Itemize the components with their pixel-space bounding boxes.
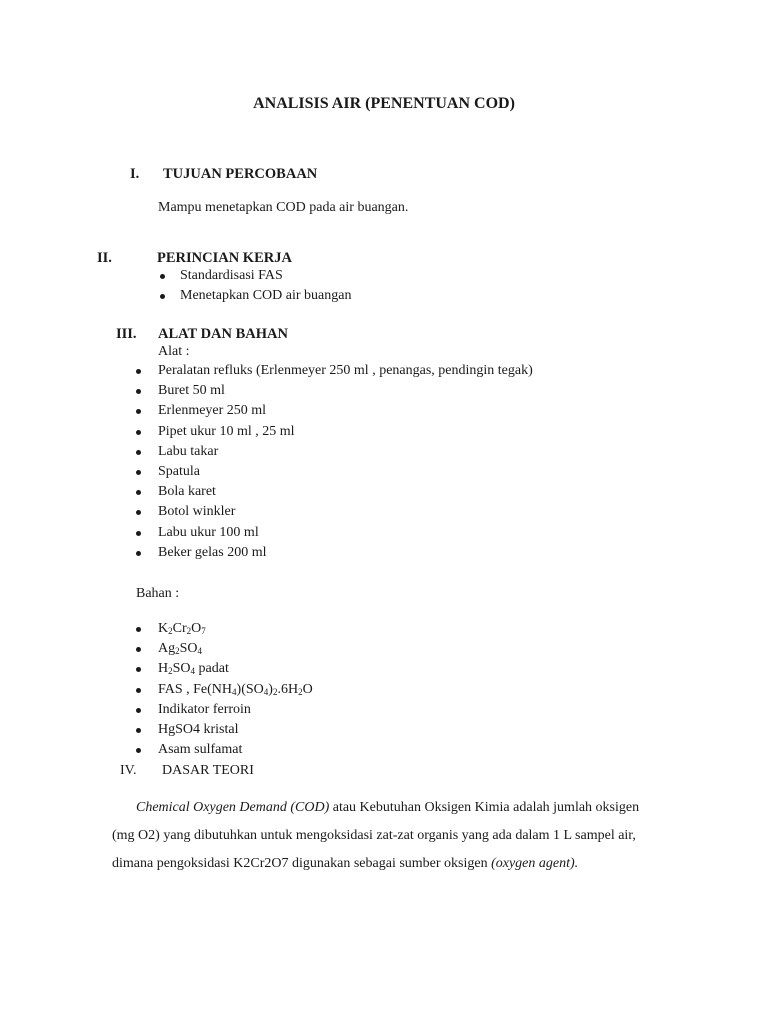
bullet-icon <box>136 551 141 556</box>
list-item-text: Menetapkan COD air buangan <box>180 288 352 304</box>
list-item-text: Botol winkler <box>158 504 236 520</box>
paragraph-line: Chemical Oxygen Demand (COD) atau Kebutuhan Oksigen Kimia adalah jumlah oksigen <box>136 800 640 815</box>
section-heading: DASAR TEORI <box>162 763 254 778</box>
bullet-icon <box>136 409 141 414</box>
list-item-text: Erlenmeyer 250 ml <box>158 403 267 419</box>
section-heading: TUJUAN PERCOBAAN <box>163 166 318 182</box>
bullet-icon <box>136 627 141 632</box>
list-item-text: Asam sulfamat <box>158 742 243 758</box>
list-item-text: Labu takar <box>158 443 219 459</box>
bullet-icon <box>136 748 141 753</box>
section-heading: ALAT DAN BAHAN <box>158 326 288 342</box>
paragraph-line: dimana pengoksidasi K2Cr2O7 digunakan sebagai sumber oksigen (oxygen agent). <box>112 856 579 871</box>
alat-label: Alat : <box>158 344 190 359</box>
list-item-text: $Ag_2SO_4$ <box>158 641 203 657</box>
list-item-text: Bola karet <box>158 484 216 500</box>
bullet-icon <box>136 667 141 672</box>
list-item-text: $H_2SO_4$ padat <box>158 661 229 677</box>
list-item-text: Standardisasi FAS <box>180 268 283 283</box>
list-item-text: Buret 50 ml <box>158 383 225 399</box>
bullet-icon <box>136 531 141 536</box>
section-heading: PERINCIAN KERJA <box>157 250 292 266</box>
bullet-icon <box>136 450 141 455</box>
section-number: I. <box>130 166 140 182</box>
bullet-icon <box>136 708 141 713</box>
list-item-text: Indikator ferroin <box>158 701 251 717</box>
bullet-icon <box>136 369 141 374</box>
bahan-label: Bahan : <box>136 586 180 601</box>
bullet-icon <box>136 430 141 435</box>
list-item-text: Pipet ukur 10 ml , 25 ml <box>158 423 295 439</box>
bullet-icon <box>136 688 141 693</box>
document-title: ANALISIS AIR (PENENTUAN COD) <box>253 95 515 112</box>
section-number: IV. <box>120 763 137 778</box>
list-item-text: FAS , $Fe(NH_4)(SO_4)_2.6H_2O$ <box>158 681 313 697</box>
bullet-icon <box>136 728 141 733</box>
list-item-text: HgSO4 kristal <box>158 721 239 737</box>
bullet-icon <box>136 510 141 515</box>
list-item-text: Beker gelas 200 ml <box>158 544 267 560</box>
list-item-text: Labu ukur 100 ml <box>158 524 259 540</box>
bullet-icon <box>136 470 141 475</box>
bullet-icon <box>136 389 141 394</box>
paragraph-line: (mg O2) yang dibutuhkan untuk mengoksidasi zat-zat organis yang ada dalam 1 L sampel air, <box>112 828 636 843</box>
list-item-text: Spatula <box>158 463 200 479</box>
section-number: III. <box>116 326 137 342</box>
section-text: Mampu menetapkan COD pada air buangan. <box>158 200 409 215</box>
list-item-text: Peralatan refluks (Erlenmeyer 250 ml , penangas, pendingin tegak) <box>158 363 533 378</box>
bullet-icon <box>160 294 165 299</box>
theory-paragraph <box>112 794 672 878</box>
bullet-icon <box>136 647 141 652</box>
section-number: II. <box>97 250 112 266</box>
list-item-text: $K_2Cr_2O_7$ <box>158 621 206 636</box>
bullet-icon <box>136 490 141 495</box>
bullet-icon <box>160 274 165 279</box>
